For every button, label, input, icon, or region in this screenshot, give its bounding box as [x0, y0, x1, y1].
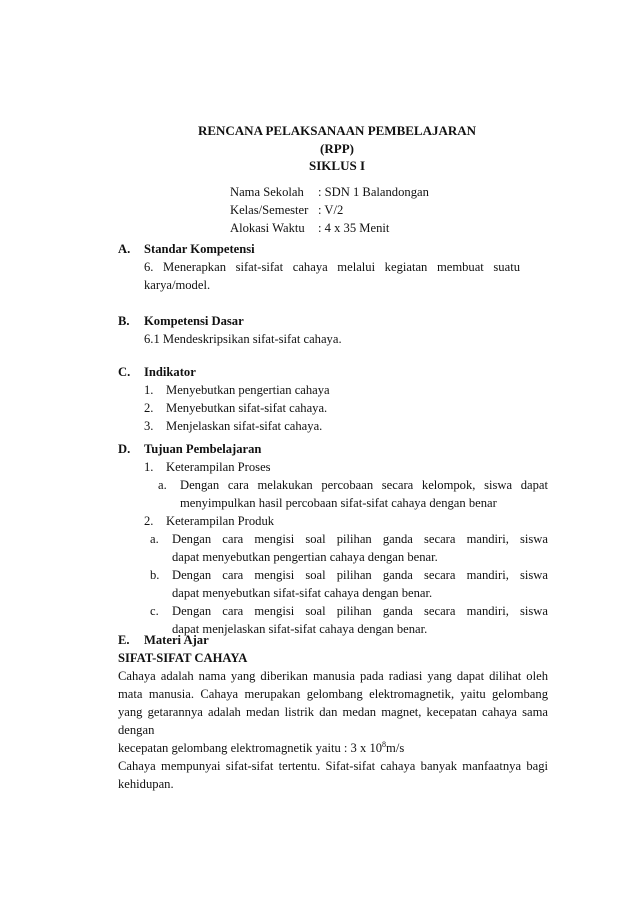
material-heading: SIFAT-SIFAT CAHAYA [118, 651, 248, 665]
section-heading [118, 240, 548, 258]
section-letter: E. [118, 633, 130, 647]
section-letter: A. [118, 242, 131, 256]
speed-unit: m/s [386, 741, 405, 755]
light-speed-line [118, 739, 548, 757]
paragraph-line: dengan [118, 723, 155, 737]
school-info [230, 183, 429, 237]
paragraph-line: 6.1 Mendeskripsikan sifat-sifat cahaya. [144, 332, 342, 346]
section-materi-ajar [118, 631, 548, 793]
section-heading [118, 312, 548, 330]
list-text: Menyebutkan sifat-sifat cahaya. [166, 401, 328, 415]
item-line: dapat menyebutkan pengertian cahaya dengan benar. [172, 550, 438, 564]
item-marker: b. [150, 568, 160, 582]
group-label: Keterampilan Produk [166, 514, 275, 528]
group-heading [144, 512, 548, 530]
list-item [144, 399, 548, 417]
item-line: Dengan cara melakukan percobaan secara kelompok, siswa dapat [180, 478, 548, 492]
paragraph-line: Cahaya adalah nama yang diberikan manusia pada radiasi yang dapat dilihat oleh [118, 669, 548, 683]
item-marker: a. [150, 532, 159, 546]
item-line: Dengan cara mengisi soal pilihan ganda secara mandiri, siswa [172, 568, 548, 582]
document-subtitle: (RPP) [320, 141, 354, 156]
section-title: Tujuan Pembelajaran [144, 442, 262, 456]
document-title: RENCANA PELAKSANAAN PEMBELAJARAN [197, 123, 477, 138]
list-number: 2. [144, 401, 154, 415]
info-value: : SDN 1 Balandongan [318, 185, 429, 199]
section-title: Indikator [144, 365, 196, 379]
item-line: dapat menyebutkan sifat-sifat cahaya dengan benar. [172, 586, 433, 600]
list-number: 2. [144, 514, 154, 528]
paragraph-line: mata manusia. Cahaya merupakan gelombang elektromagnetik, yaitu gelombang [118, 687, 548, 701]
paragraph-line: yang getarannya adalah medan listrik dan medan magnet, kecepatan cahaya sama [118, 705, 548, 719]
list-text: Menjelaskan sifat-sifat cahaya. [166, 419, 323, 433]
item-line: menyimpulkan hasil percobaan sifat-sifat cahaya dengan benar [180, 496, 497, 510]
section-title: Standar Kompetensi [144, 242, 255, 256]
objective-item [144, 476, 548, 512]
item-line: Dengan cara mengisi soal pilihan ganda secara mandiri, siswa [172, 604, 548, 618]
paragraph-line: 6. Menerapkan sifat-sifat cahaya melalui kegiatan membuat suatu [144, 260, 520, 274]
cycle-label: SIKLUS I [309, 158, 365, 173]
section-kompetensi-dasar [118, 312, 548, 348]
list-item [144, 381, 548, 399]
section-title: Materi Ajar [144, 633, 209, 647]
item-line: Dengan cara mengisi soal pilihan ganda secara mandiri, siswa [172, 532, 548, 546]
info-label: Nama Sekolah [230, 185, 304, 199]
section-letter: B. [118, 314, 130, 328]
section-letter: C. [118, 365, 131, 379]
section-heading [118, 631, 548, 649]
section-heading [118, 363, 548, 381]
info-value: : 4 x 35 Menit [318, 221, 390, 235]
speed-exponent: 8 [382, 739, 387, 749]
item-marker: a. [158, 478, 167, 492]
section-letter: D. [118, 442, 131, 456]
section-indikator [118, 363, 548, 435]
item-line: dapat menjelaskan sifat-sifat cahaya dengan benar. [172, 622, 428, 636]
paragraph-line: Cahaya mempunyai sifat-sifat tertentu. Sifat-sifat cahaya banyak manfaatnya bagi [118, 759, 548, 773]
info-row-class [230, 201, 429, 219]
section-tujuan-pembelajaran [118, 440, 548, 638]
group-heading [144, 458, 548, 476]
group-label: Keterampilan Proses [166, 460, 271, 474]
info-label: Alokasi Waktu [230, 221, 305, 235]
info-value: : V/2 [318, 203, 344, 217]
info-label: Kelas/Semester [230, 203, 309, 217]
objective-item [144, 530, 548, 566]
section-title: Kompetensi Dasar [144, 314, 244, 328]
list-number: 1. [144, 383, 154, 397]
list-item [144, 417, 548, 435]
speed-text: kecepatan gelombang elektromagnetik yaitu : 3 x 10 [118, 741, 383, 755]
item-marker: c. [150, 604, 159, 618]
list-number: 1. [144, 460, 154, 474]
list-text: Menyebutkan pengertian cahaya [166, 383, 330, 397]
section-standar-kompetensi [118, 240, 548, 294]
paragraph-line: karya/model. [144, 278, 211, 292]
objective-item [144, 566, 548, 602]
paragraph-line: kehidupan. [118, 777, 174, 791]
section-heading [118, 440, 548, 458]
info-row-time [230, 219, 429, 237]
list-number: 3. [144, 419, 154, 433]
info-row-school [230, 183, 429, 201]
